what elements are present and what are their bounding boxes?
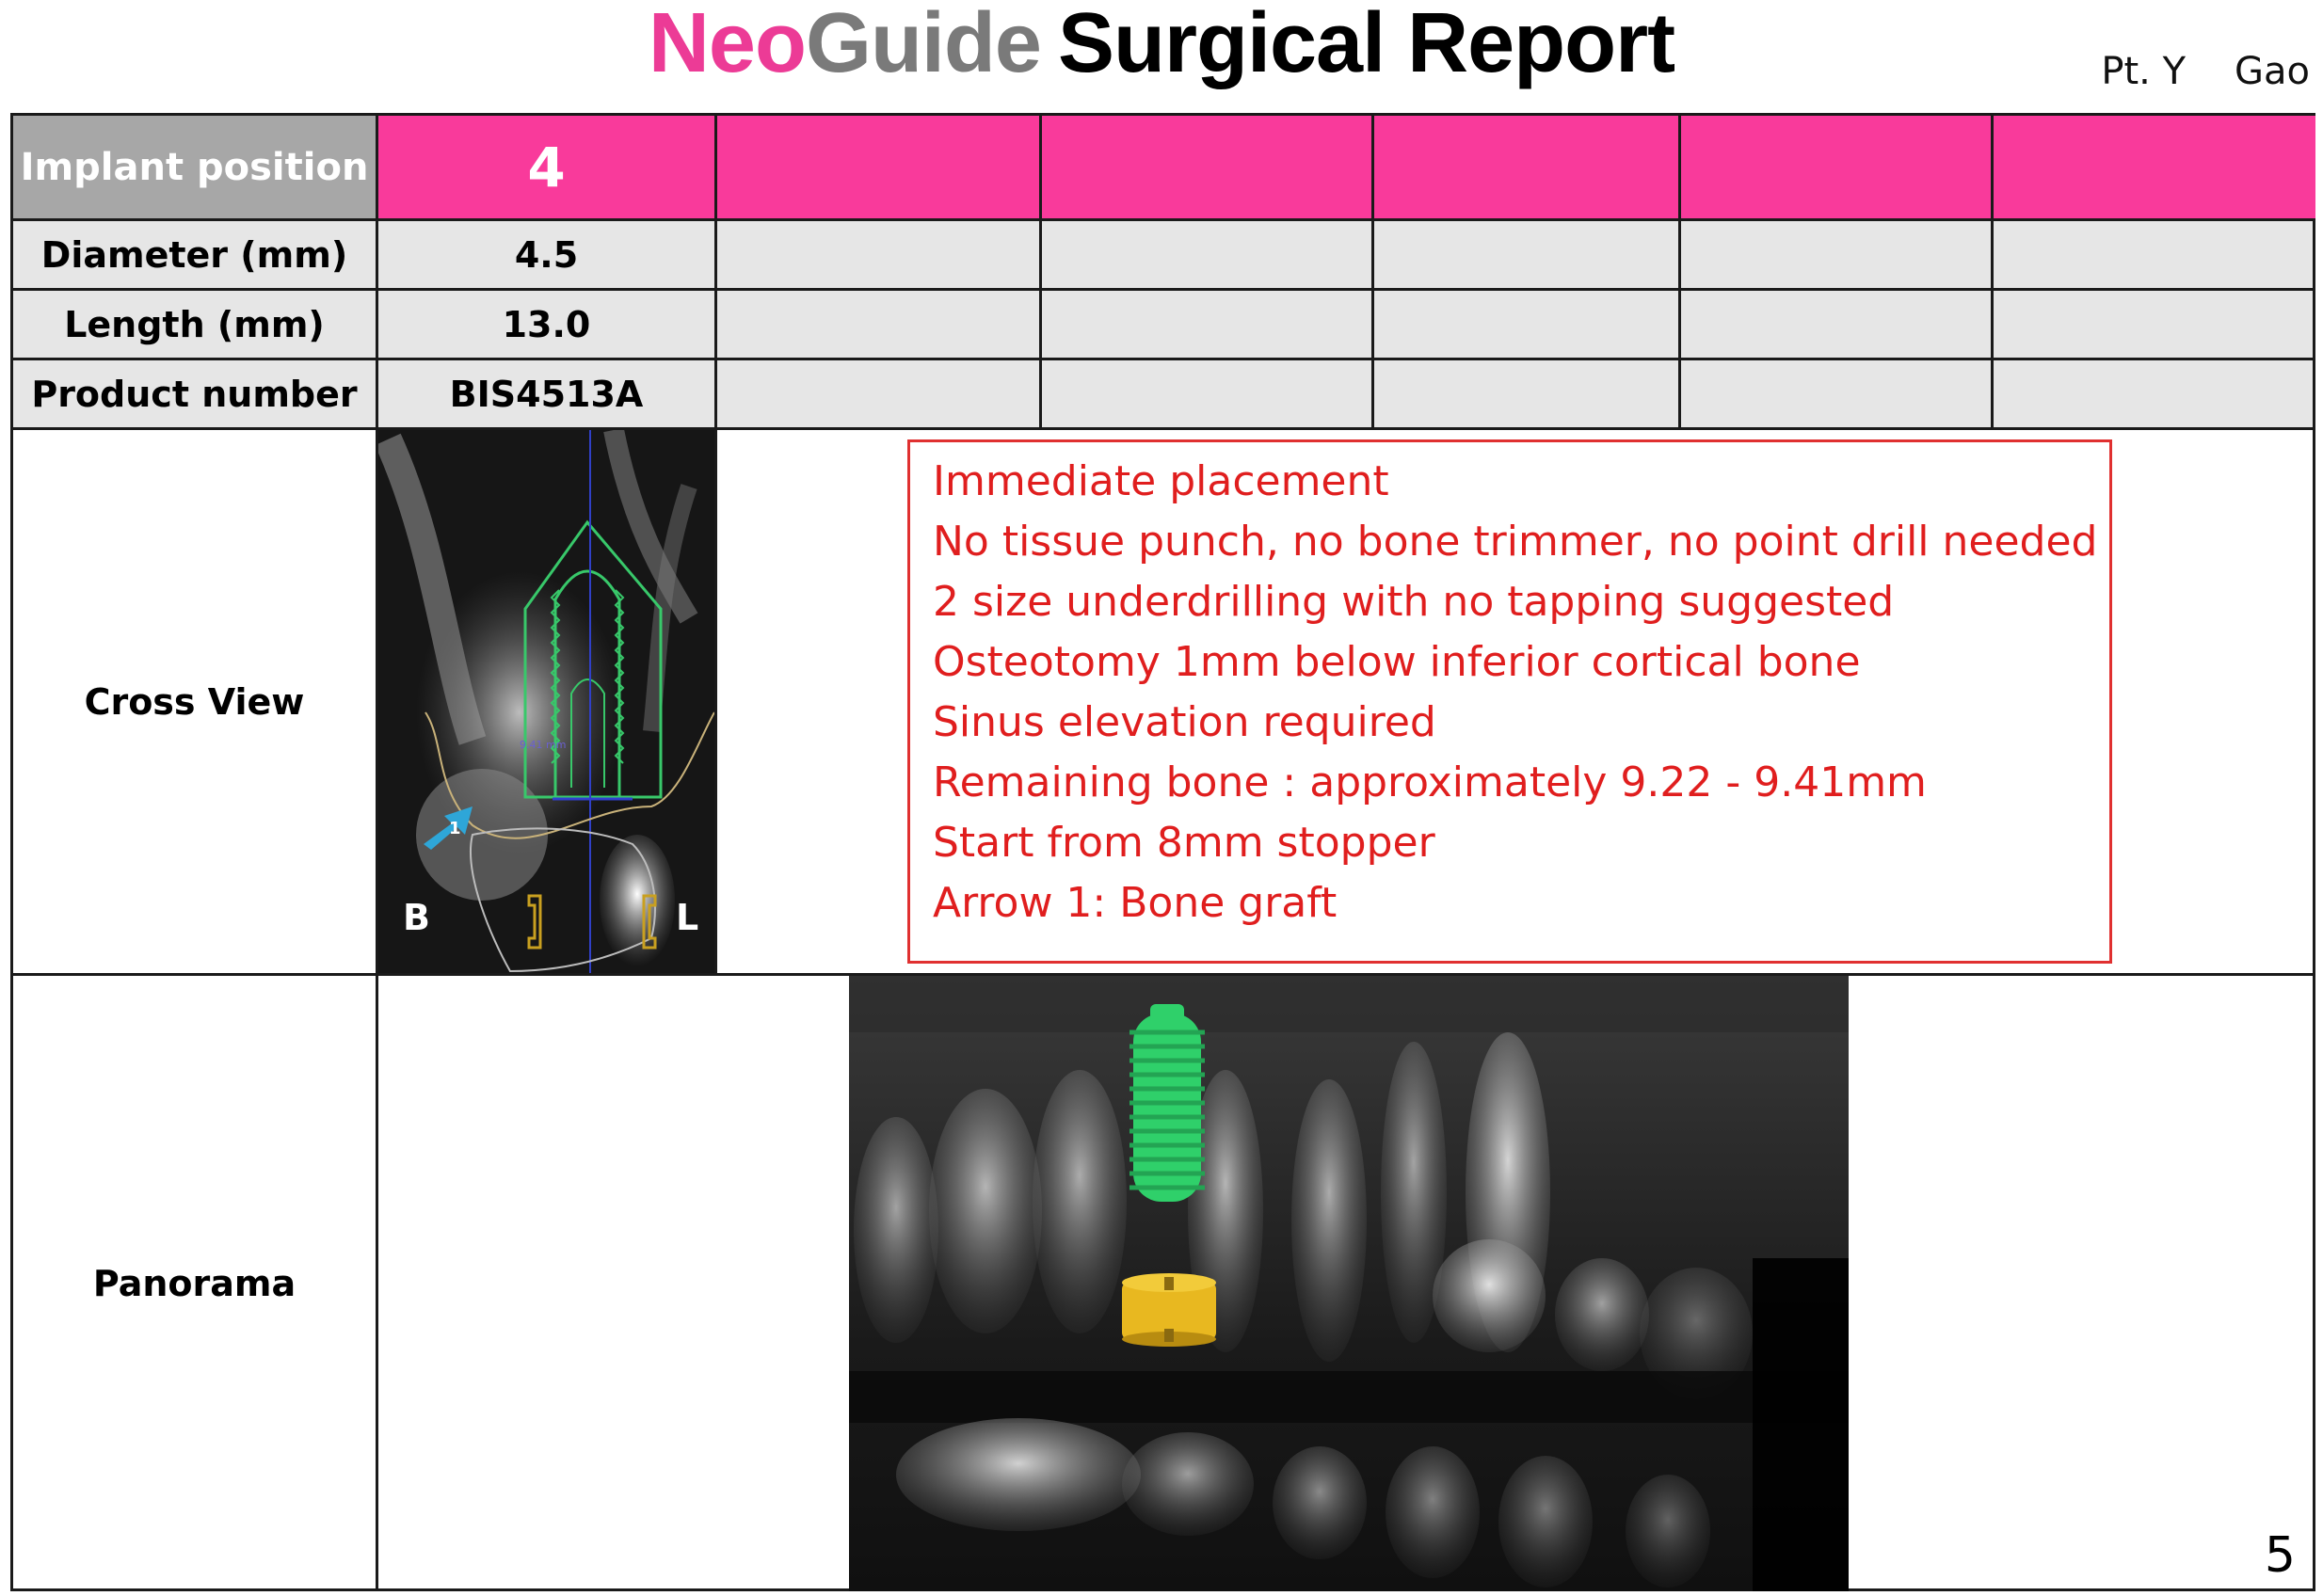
empty-cell — [1042, 221, 1374, 288]
patient-prefix: Pt. Y — [2101, 50, 2187, 93]
panorama-xray — [849, 976, 1849, 1591]
measurement-label: 9.41 mm — [520, 739, 567, 751]
empty-cell — [717, 116, 1042, 218]
row-product-number — [13, 360, 2313, 430]
cross-view-image — [378, 430, 717, 973]
label-panorama: Panorama — [13, 976, 378, 1591]
empty-cell — [1374, 291, 1681, 358]
empty-cell — [1374, 360, 1681, 427]
empty-cell — [1042, 291, 1374, 358]
cross-view-ct-scan — [378, 430, 714, 973]
brand-guide: Guide — [805, 0, 1041, 90]
note-line: No tissue punch, no bone trimmer, no point drill needed — [933, 518, 2098, 566]
arrow-number: 1 — [449, 819, 461, 838]
label-implant-position: Implant position — [13, 116, 378, 218]
note-line: Osteotomy 1mm below inferior cortical bone — [933, 638, 1861, 686]
row-implant-position — [13, 116, 2313, 221]
product-number-value: BIS4513A — [378, 360, 717, 427]
label-diameter: Diameter (mm) — [13, 221, 378, 288]
label-length: Length (mm) — [13, 291, 378, 358]
label-product-number: Product number — [13, 360, 378, 427]
empty-cell — [1681, 360, 1994, 427]
empty-cell — [717, 291, 1042, 358]
page-number: 5 — [2264, 1527, 2296, 1584]
note-line: Arrow 1: Bone graft — [933, 879, 1338, 927]
buccal-label: B — [403, 897, 430, 938]
note-line: Sinus elevation required — [933, 698, 1436, 746]
length-value: 13.0 — [378, 291, 717, 358]
row-length — [13, 291, 2313, 360]
report-title-text: Surgical Report — [1057, 0, 1675, 90]
row-cross-view — [13, 430, 2313, 976]
brand-neo: Neo — [648, 0, 806, 90]
lingual-label: L — [676, 897, 699, 938]
empty-cell — [1994, 291, 2315, 358]
empty-cell — [1994, 360, 2315, 427]
patient-name — [2101, 49, 2310, 94]
empty-cell — [717, 360, 1042, 427]
empty-cell — [1042, 360, 1374, 427]
diameter-value: 4.5 — [378, 221, 717, 288]
report-title — [0, 0, 2323, 104]
empty-cell — [1681, 221, 1994, 288]
note-line: Start from 8mm stopper — [933, 819, 1435, 867]
surgical-notes — [907, 439, 2112, 964]
panorama-image — [849, 976, 1849, 1591]
patient-surname: Gao — [2235, 50, 2310, 93]
report-table — [10, 113, 2315, 1591]
empty-cell — [1374, 221, 1681, 288]
empty-cell — [717, 221, 1042, 288]
empty-cell — [1374, 116, 1681, 218]
empty-cell — [1042, 116, 1374, 218]
note-line: Immediate placement — [933, 457, 1389, 505]
empty-cell — [1681, 116, 1994, 218]
implant-position-value: 4 — [378, 116, 717, 218]
empty-cell — [1994, 221, 2315, 288]
label-cross-view: Cross View — [13, 430, 378, 973]
empty-cell — [1994, 116, 2315, 218]
row-diameter — [13, 221, 2313, 291]
note-line: Remaining bone : approximately 9.22 - 9.41mm — [933, 758, 1927, 806]
empty-cell — [1681, 291, 1994, 358]
row-panorama — [13, 976, 2313, 1591]
note-line: 2 size underdrilling with no tapping suggested — [933, 578, 1895, 626]
